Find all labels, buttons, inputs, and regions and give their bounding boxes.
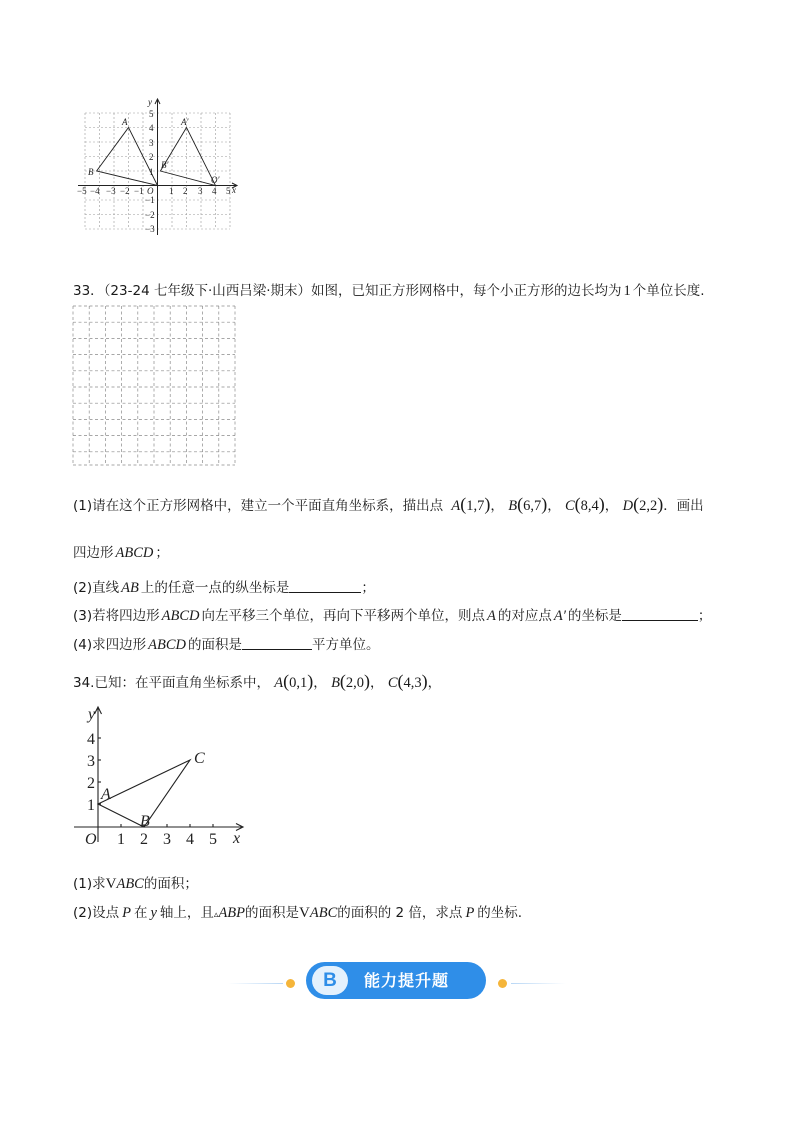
point-A-coords: 1,7 bbox=[466, 498, 485, 514]
section-letter-badge: B bbox=[312, 966, 348, 995]
y-tick: 2 bbox=[149, 152, 154, 162]
origin-label: O bbox=[147, 186, 154, 196]
banner-right-rule bbox=[511, 983, 566, 984]
y-tick: 4 bbox=[87, 731, 95, 748]
q33-part1-cont: 四边形 ABCD ； bbox=[73, 545, 169, 561]
banner-right-dot bbox=[498, 979, 507, 988]
q33-part4: (4)求四边形 ABCD 的面积是 平方单位。 bbox=[73, 637, 380, 653]
y-tick: −1 bbox=[145, 195, 155, 205]
y-tick: 3 bbox=[149, 138, 154, 148]
x-tick: 4 bbox=[186, 831, 194, 848]
point-D-coords: 2,2 bbox=[639, 498, 658, 514]
x-tick: 1 bbox=[117, 831, 125, 848]
banner-left-dot bbox=[286, 979, 295, 988]
answer-blank[interactable] bbox=[242, 637, 312, 650]
empty-square-grid bbox=[71, 303, 237, 468]
figure-triangle-ABC bbox=[70, 702, 255, 852]
y-tick: 1 bbox=[149, 167, 154, 177]
q34-part1: (1)求VABC的面积； bbox=[73, 876, 198, 892]
x-tick: 5 bbox=[226, 186, 231, 196]
q33-part1-text: 请在这个正方形网格中，建立一个平面直角坐标系，描出点 bbox=[92, 498, 444, 514]
y-tick: 4 bbox=[149, 123, 154, 133]
origin-label: O bbox=[85, 831, 97, 848]
answer-blank[interactable] bbox=[622, 608, 698, 621]
x-tick: 3 bbox=[198, 186, 203, 196]
point-label-A: A bbox=[101, 786, 111, 803]
point-label-B: B bbox=[140, 813, 150, 830]
x-tick: 5 bbox=[209, 831, 217, 848]
x-axis-label: x bbox=[233, 830, 241, 847]
point-label-B: B bbox=[88, 167, 94, 177]
x-tick: 2 bbox=[140, 831, 148, 848]
y-tick: 3 bbox=[87, 753, 95, 770]
q33-part3: (3)若将四边形 ABCD 向左平移三个单位，再向下平移两个单位，则点 A 的对应点 A′ 的坐标是 ； bbox=[73, 608, 712, 624]
answer-blank[interactable] bbox=[289, 580, 361, 593]
x-tick: −1 bbox=[134, 186, 144, 196]
q33-part1-end: ．画出 bbox=[663, 498, 704, 514]
x-axis-label: x bbox=[232, 185, 236, 195]
point-C: C bbox=[564, 498, 575, 514]
point-A: A bbox=[451, 498, 461, 514]
y-axis-label: y bbox=[88, 706, 96, 723]
banner-left-rule bbox=[228, 983, 283, 984]
point-label-B-prime: B′ bbox=[161, 160, 169, 170]
q33-number: 33． bbox=[73, 283, 104, 299]
triangle-A-prime-B-prime-O-prime bbox=[160, 128, 215, 186]
point-label-A-prime: A′ bbox=[181, 117, 189, 127]
x-tick: 2 bbox=[183, 186, 188, 196]
point-label-C: C bbox=[194, 750, 205, 767]
x-tick: −3 bbox=[106, 186, 116, 196]
section-banner bbox=[306, 962, 486, 999]
y-tick: 5 bbox=[149, 109, 154, 119]
point-B: B bbox=[508, 498, 518, 514]
q33-part1-label: (1) bbox=[73, 498, 93, 514]
y-axis-label: y bbox=[148, 97, 152, 107]
point-C-coords: 8,4 bbox=[580, 498, 599, 514]
point-D: D bbox=[622, 498, 634, 514]
q33-source: （23-24 七年级下·山西吕梁·期末） bbox=[103, 283, 312, 299]
q34-header: 34.已知：在平面直角坐标系中， A(0,1)， B(2,0)， C(4,3)， bbox=[73, 671, 442, 691]
q34-number: 34. bbox=[73, 675, 95, 691]
x-tick: −5 bbox=[77, 186, 87, 196]
q33-part2: (2)直线 AB 上的任意一点的纵坐标是 ； bbox=[73, 580, 375, 596]
x-tick: 1 bbox=[169, 186, 174, 196]
y-tick: 2 bbox=[87, 775, 95, 792]
q33-unit: 1 bbox=[623, 283, 631, 299]
y-tick: −2 bbox=[145, 210, 155, 220]
point-B-coords: 6,7 bbox=[523, 498, 542, 514]
x-tick: −2 bbox=[120, 186, 130, 196]
point-label-O-prime: O′ bbox=[211, 175, 220, 185]
figure-translation-grid bbox=[70, 95, 245, 240]
q33-intro: 如图，已知正方形网格中，每个小正方形的边长均为 bbox=[311, 283, 622, 299]
q34-part2: (2)设点 P 在 y 轴上，且▵ABP的面积是VABC的面积的 2 倍，求点 P 的坐标. bbox=[73, 905, 523, 921]
y-tick: 1 bbox=[87, 797, 95, 814]
x-tick: 4 bbox=[212, 186, 217, 196]
section-title: 能力提升题 bbox=[364, 971, 450, 990]
point-label-A: A bbox=[122, 117, 128, 127]
q33-intro-end: 个单位长度. bbox=[632, 283, 705, 299]
x-tick: −4 bbox=[90, 186, 100, 196]
y-tick: −3 bbox=[145, 224, 155, 234]
quad-ABCD: ABCD bbox=[115, 545, 154, 561]
x-tick: 3 bbox=[163, 831, 171, 848]
q33-part1: (1)请在这个正方形网格中，建立一个平面直角坐标系，描出点 A(1,7)， B(6,7)， C(8,4)， D(2,2)．画出 bbox=[73, 494, 704, 514]
q33-header bbox=[73, 279, 705, 300]
